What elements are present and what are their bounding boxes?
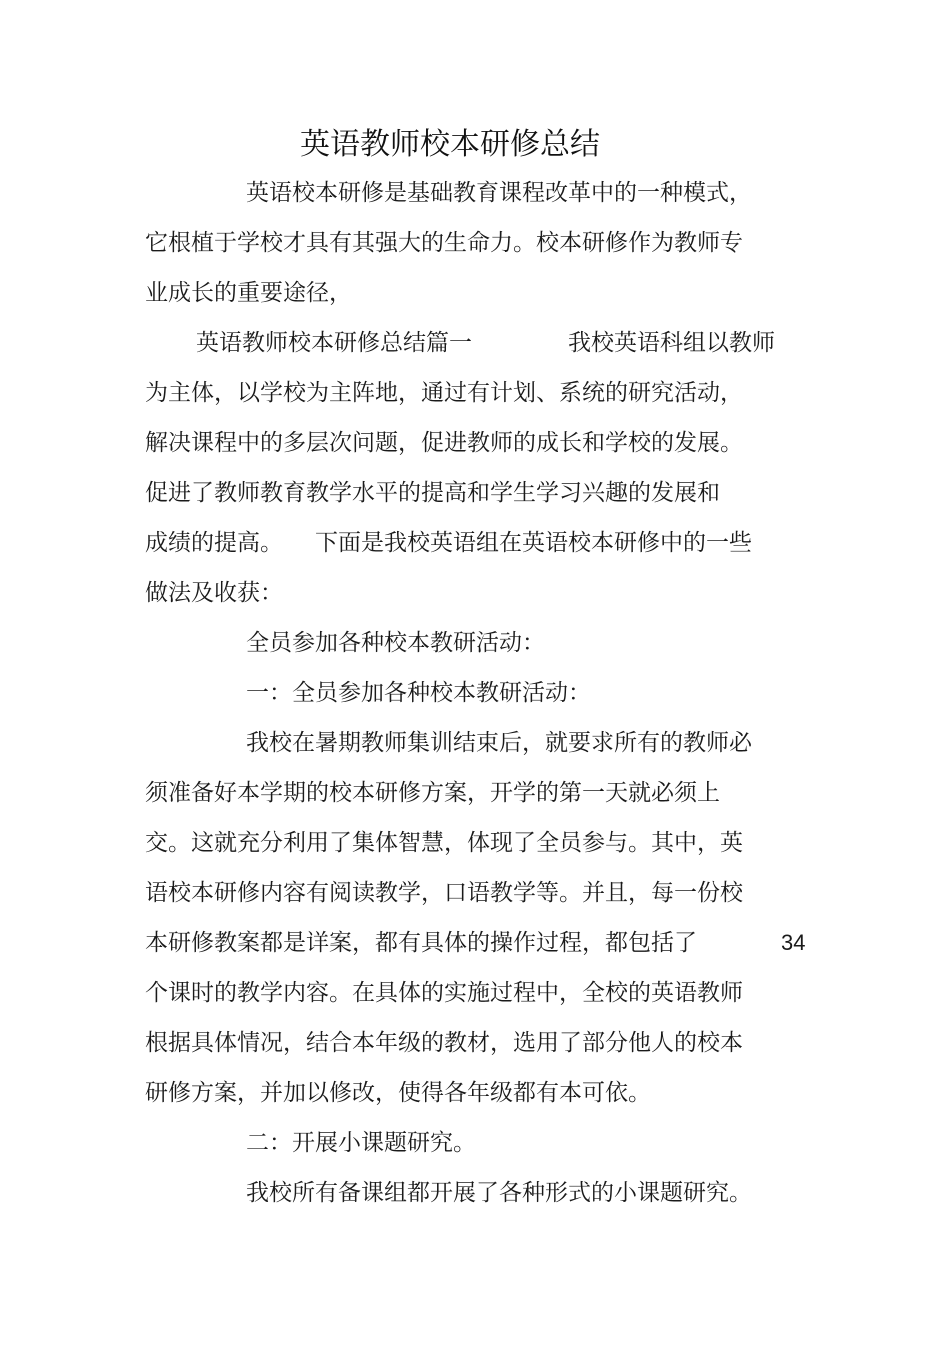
paragraph-line: 成绩的提高。 bbox=[145, 530, 283, 556]
paragraph-line: 语校本研修内容有阅读教学，口语教学等。并且，每一份校 bbox=[145, 880, 743, 906]
paragraph-line: 我校英语科组以教师 bbox=[568, 330, 775, 356]
section-heading: 二：开展小课题研究。 bbox=[246, 1130, 476, 1156]
inline-number: 34 bbox=[781, 930, 806, 955]
paragraph-line: 我校在暑期教师集训结束后，就要求所有的教师必 bbox=[246, 730, 752, 756]
paragraph-line: 做法及收获： bbox=[145, 580, 283, 606]
section-heading: 英语教师校本研修总结篇一 bbox=[196, 330, 472, 356]
paragraph-line: 英语校本研修是基础教育课程改革中的一种模式， bbox=[246, 180, 752, 206]
paragraph-line: 全员参加各种校本教研活动： bbox=[246, 630, 545, 656]
section-heading: 一：全员参加各种校本教研活动： bbox=[246, 680, 591, 706]
paragraph-line: 我校所有备课组都开展了各种形式的小课题研究。 bbox=[246, 1180, 752, 1206]
paragraph-line: 个课时的教学内容。在具体的实施过程中，全校的英语教师 bbox=[145, 980, 743, 1006]
paragraph-line: 交。这就充分利用了集体智慧，体现了全员参与。其中，英 bbox=[145, 830, 743, 856]
paragraph-line: 业成长的重要途径， bbox=[145, 280, 352, 306]
paragraph-line: 下面是我校英语组在英语校本研修中的一些 bbox=[315, 530, 752, 556]
paragraph-line: 促进了教师教育教学水平的提高和学生学习兴趣的发展和 bbox=[145, 480, 720, 506]
document-title: 英语教师校本研修总结 bbox=[300, 127, 600, 162]
paragraph-line: 本研修教案都是详案，都有具体的操作过程，都包括了 bbox=[145, 930, 697, 956]
paragraph-line: 它根植于学校才具有其强大的生命力。校本研修作为教师专 bbox=[145, 230, 743, 256]
paragraph-line: 为主体，以学校为主阵地，通过有计划、系统的研究活动， bbox=[145, 380, 743, 406]
paragraph-line: 研修方案，并加以修改，使得各年级都有本可依。 bbox=[145, 1080, 651, 1106]
paragraph-line: 根据具体情况，结合本年级的教材，选用了部分他人的校本 bbox=[145, 1030, 743, 1056]
paragraph-line: 解决课程中的多层次问题，促进教师的成长和学校的发展。 bbox=[145, 430, 743, 456]
paragraph-line: 须准备好本学期的校本研修方案，开学的第一天就必须上 bbox=[145, 780, 720, 806]
